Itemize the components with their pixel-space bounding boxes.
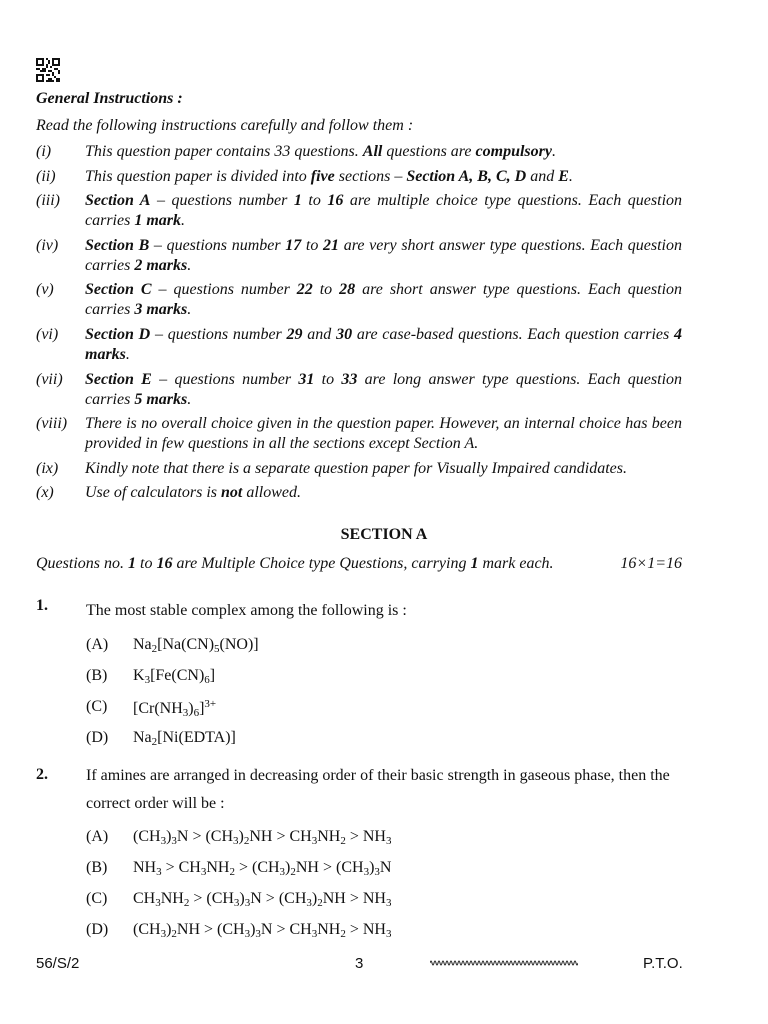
- instruction-item: [36, 167, 682, 187]
- section-heading: SECTION A: [340, 526, 428, 543]
- instruction-number: (viii): [36, 415, 68, 433]
- option-text: $(CH_3)_3N > (CH_3)_2NH > CH_3NH_2 > NH_3$: [133, 828, 392, 847]
- instruction-number: (iii): [36, 192, 60, 210]
- instruction-text: Section C – questions number 22 to 28 are short answer type questions. Each question carries 3 marks.: [85, 281, 683, 319]
- instruction-item: [36, 483, 682, 503]
- qr-code-icon: [36, 58, 60, 82]
- option-label: (D): [86, 729, 109, 746]
- option-label: (C): [86, 890, 108, 907]
- option-text: $K_3[Fe(CN)_6]$: [133, 667, 216, 686]
- option-label: (B): [86, 859, 108, 876]
- instruction-number: (ii): [36, 167, 56, 185]
- option-text: $Na_2[Ni(EDTA)]$: [133, 729, 236, 748]
- section-note-text: Questions no. 1 to 16 are Multiple Choice type Questions, carrying 1 mark each.: [36, 555, 554, 572]
- instruction-number: (iv): [36, 236, 59, 254]
- page-number: 3: [355, 955, 364, 972]
- section-marks: 16×1=16: [620, 555, 682, 572]
- option-label: (C): [86, 698, 108, 715]
- general-instructions-title: General Instructions :: [36, 90, 183, 107]
- option-text: $NH_3 > CH_3NH_2 > (CH_3)_2NH > (CH_3)_3N$: [133, 859, 392, 878]
- section-note: [36, 555, 682, 573]
- general-instructions-lead: Read the following instructions carefully and follow them :: [36, 117, 414, 134]
- instruction-number: (x): [36, 484, 54, 502]
- instruction-number: (vii): [36, 370, 63, 388]
- instruction-text: Section D – questions number 29 and 30 are case-based questions. Each question carries 4 marks.: [85, 325, 683, 363]
- instruction-text: This question paper is divided into five sections – Section A, B, C, D and E.: [85, 167, 573, 185]
- instruction-item: [36, 236, 682, 276]
- instruction-number: (v): [36, 281, 54, 299]
- instruction-text: Section A – questions number 1 to 16 are multiple choice type questions. Each question carries 1 mark.: [85, 192, 683, 230]
- question-text: If amines are arranged in decreasing order of their basic strength in gaseous phase, then the correct order will be :: [86, 767, 670, 812]
- option-text: $CH_3NH_2 > (CH_3)_3N > (CH_3)_2NH > NH_3$: [133, 890, 392, 909]
- instruction-text: This question paper contains 33 questions. All questions are compulsory.: [85, 143, 556, 160]
- wavy-line-decoration: [430, 956, 578, 970]
- instruction-item: [36, 191, 682, 231]
- option-text: $Na_2[Na(CN)_5(NO)]$: [133, 636, 259, 655]
- option-label: (A): [86, 828, 109, 845]
- option-label: (B): [86, 667, 108, 684]
- instruction-text: Section E – questions number 31 to 33 are long answer type questions. Each question carries 5 marks.: [85, 370, 683, 408]
- instruction-number: (i): [36, 143, 52, 160]
- instruction-text: There is no overall choice given in the question paper. However, an internal choice has been provided in few questions in all the sections except Section A.: [85, 415, 682, 453]
- question-number: 2.: [36, 766, 48, 783]
- instruction-item: [36, 325, 682, 365]
- instruction-number: (ix): [36, 459, 59, 477]
- option-label: (D): [86, 921, 109, 938]
- pto-label: P.T.O.: [643, 955, 683, 972]
- option-text: $(CH_3)_2NH > (CH_3)_3N > CH_3NH_2 > NH_3$: [133, 921, 392, 940]
- instructions-list: [36, 142, 682, 508]
- instruction-item: [36, 280, 682, 320]
- paper-code: 56/S/2: [36, 955, 80, 972]
- instruction-text: Section B – questions number 17 to 21 are very short answer type questions. Each question carries 2 marks.: [85, 236, 682, 274]
- option-label: (A): [86, 636, 109, 653]
- instruction-number: (vi): [36, 325, 59, 343]
- instruction-text: Use of calculators is not allowed.: [85, 484, 302, 502]
- instruction-item: [36, 370, 682, 410]
- option-text: $[Cr(NH_3)_6]^{3+}$: [133, 698, 217, 719]
- question-text: The most stable complex among the following is :: [86, 602, 407, 619]
- instruction-item: [36, 142, 682, 162]
- question-number: 1.: [36, 597, 48, 614]
- instruction-item: [36, 414, 682, 454]
- instruction-item: [36, 459, 682, 479]
- instruction-text: Kindly note that there is a separate question paper for Visually Impaired candidates.: [85, 459, 628, 477]
